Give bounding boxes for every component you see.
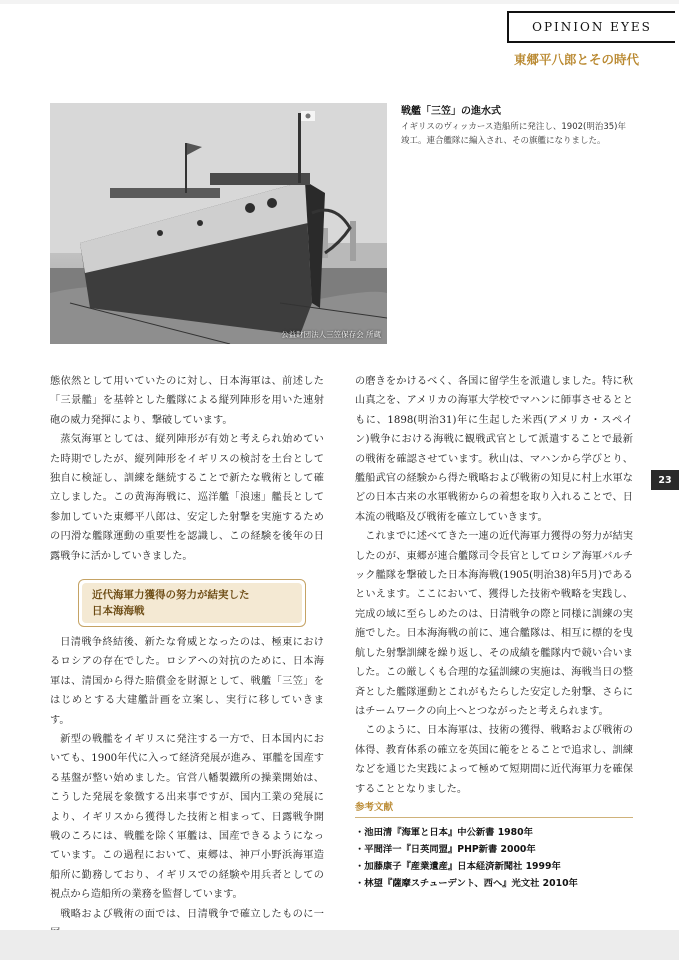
paragraph: 日清戦争終結後、新たな脅威となったのは、極東におけるロシアの存在でした。ロシアへの対抗のために、日本海軍は、清国から得た賠償金を財源として、戦艦「三笠」をはじめとする大建艦計画を立案し、実行に移していきます。: [50, 637, 324, 726]
paragraph: このように、日本海軍は、技術の獲得、戦略および戦術の体得、教育体系の確立を英国に範をとることで追求し、訓練などを通じた実践によって極めて短期間に近代海軍力を確保することとなりました。: [355, 725, 633, 795]
reference-item: ・加藤康子『産業遺産』日本経済新聞社 1999年: [355, 861, 561, 872]
section-label: [507, 11, 675, 43]
paragraph: 蒸気海軍としては、縦列陣形が有効と考えられ始めていた時期でしたが、縦列陣形をイギリスの検討を土台として独自に検証し、訓練を継続することで新たな戦術として確立しました。この黄海海戦に、巡洋艦「浪速」艦長として参加していた東郷平八郎は、安定した射撃を実施するための円滑な艦隊運動の重要性を認識し、この経験を後年の日露戦争に活かしていきました。: [50, 434, 324, 562]
reference-item: ・林望『薩摩スチューデント、西へ』光文社 2010年: [355, 878, 578, 889]
series-title: 東郷平八郎とその時代: [513, 52, 639, 67]
photo-caption: [401, 102, 633, 148]
section-heading-line: 日本海海戦: [92, 605, 145, 617]
caption-title: 戦艦「三笠」の進水式: [401, 106, 501, 117]
section-heading-line: 近代海軍力獲得の努力が結実した: [92, 589, 250, 601]
section-label-text: OPINION EYES: [532, 20, 652, 34]
references: [355, 799, 633, 892]
paragraph: 新型の戦艦をイギリスに発注する一方で、日本国内においても、1900年代に入って経済発展が進み、軍艦を国産する基盤が整い始めました。官営八幡製鐵所の操業開始は、こうした発展を象徴する出来事ですが、国内工業の発展により、イギリスから獲得した技術と相まって、日露戦争開戦のころには、戦艦を除く軍艦は、国産できるようになっています。この過程において、東郷は、神戸小野浜海軍造船所に勤務しており、イギリスでの経験や用兵者としての視点から造船所の業務を監督しています。: [50, 734, 324, 901]
paragraph: これまでに述べてきた一連の近代海軍力獲得の努力が結実したのが、東郷が連合艦隊司令長官としてロシア海軍バルチック艦隊を撃破した日本海海戦(1905(明治38)年5月)であるといえます。ここにおいて、獲得した技術や戦略を実践し、完成の域に至らしめたのは、日清戦争の際と同様に訓練の実施でした。日本海海戦の前に、連合艦隊は、相互に標的を曳航した射撃訓練を繰り返し、その成績を艦隊内で競い合いました。この厳しくも合理的な猛訓練の実施は、海戦当日の整斉とした艦隊運動とこれがもたらした安定した射撃、さらにはチームワークの向上へとつながったと考えられます。: [355, 531, 633, 717]
reference-item: ・平間洋一『日英同盟』PHP新書 2000年: [355, 844, 536, 855]
paragraph: 態依然として用いていたのに対し、日本海軍は、前述した「三景艦」を基幹とした艦隊による縦列陣形を用いた連射砲の威力発揮により、撃破しています。: [50, 376, 324, 426]
paragraph: の磨きをかけるべく、各国に留学生を派遣しました。特に秋山真之を、アメリカの海軍大学校でマハンに師事させるとともに、1898(明治31)年に生起した米西(アメリカ・スペイン)戦争における海戦に観戦武官として派遣することで最新の戦術を確認させています。秋山は、マハンから学びとり、艦船武官の経験から得た戦略および戦術の知見に村上水軍などの日本古来の水軍戦術からの着想を取り入れることで、日本流の戦略及び戦術を確立していきます。: [355, 376, 633, 523]
section-heading: [78, 579, 306, 627]
caption-text: イギリスのヴィッカース造船所に発注し、1902(明治35)年竣工。連合艦隊に編入され、その旗艦になりました。: [401, 122, 626, 146]
left-column-lower: [50, 633, 324, 944]
left-column: [50, 372, 324, 566]
battleship-illustration: [50, 103, 387, 344]
right-column: [355, 372, 633, 799]
battleship-photo: [50, 103, 387, 344]
top-border: [0, 0, 679, 4]
references-heading: 参考文献: [355, 799, 633, 818]
page-number: 23: [651, 470, 679, 490]
bottom-border: [0, 930, 679, 960]
paragraph: 戦略および戦術の面では、日清戦争で確立したものに一: [60, 908, 324, 920]
section-heading-box: [82, 583, 302, 623]
reference-item: ・池田清『海軍と日本』中公新書 1980年: [355, 827, 533, 838]
photo-credit: 公益財団法人三笠保存会 所蔵: [281, 330, 381, 339]
